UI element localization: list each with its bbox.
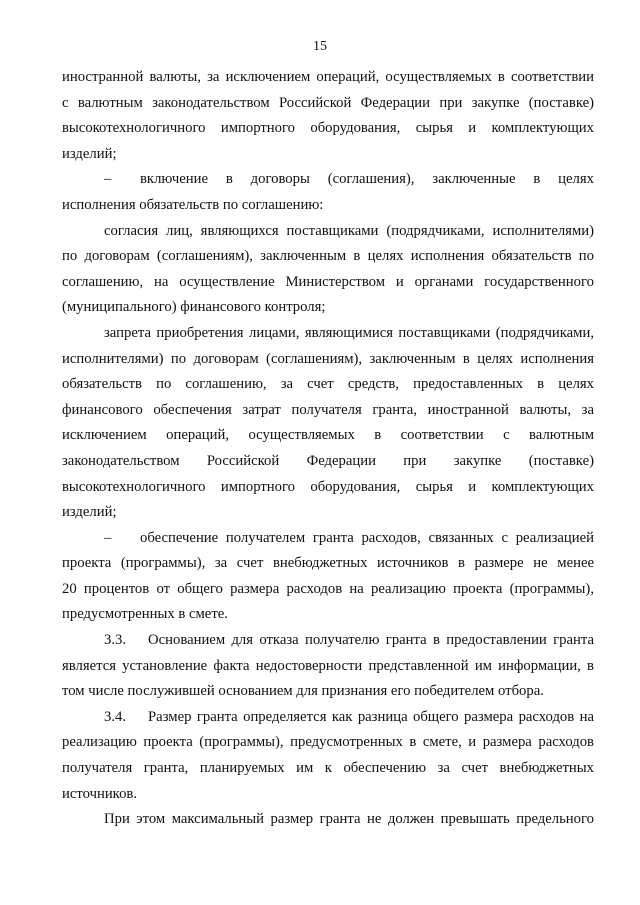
text-line: изделий; <box>62 145 117 162</box>
text-line: изделий; <box>62 504 117 521</box>
text-line: предусмотренных в смете. <box>62 606 228 623</box>
dash-bullet: – <box>104 529 112 546</box>
dash-bullet: – <box>104 171 112 188</box>
text-line: получателя гранта, планируемых им к обеспечению за счет внебюджетных <box>62 760 594 777</box>
text-line: согласия лиц, являющихся поставщиками (подрядчиками, исполнителями) <box>104 222 594 239</box>
text-line: проекта (программы), за счет внебюджетных источников в размере не менее <box>62 555 594 572</box>
page-number: 15 <box>313 39 327 54</box>
document-body <box>62 65 594 833</box>
text-line: источников. <box>62 785 138 802</box>
list-item <box>62 526 594 552</box>
text-line: по договорам (соглашениям), заключенным в целях исполнения обязательств по <box>62 248 594 265</box>
text-line: Основанием для отказа получателю гранта в предоставлении гранта <box>148 632 594 649</box>
text-line: с валютным законодательством Российской Федерации при закупке (поставке) <box>62 94 594 111</box>
text-line: включение в договоры (соглашения), заключенные в целях <box>140 171 594 188</box>
clause-number: 3.4. <box>104 708 127 725</box>
text-line: законодательством Российской Федерации при закупке (поставке) <box>62 452 594 469</box>
text-line: (муниципального) финансового контроля; <box>62 299 326 316</box>
text-line: соглашению, на осуществление Министерством и органами государственного <box>62 273 594 290</box>
text-line: При этом максимальный размер гранта не должен превышать предельного <box>104 811 594 828</box>
text-line: иностранной валюты, за исключением операций, осуществляемых в соответствии <box>62 69 594 85</box>
clause-number: 3.3. <box>104 632 127 649</box>
text-line: реализацию проекта (программы), предусмотренных в смете, и размера расходов <box>62 734 594 751</box>
text-line: запрета приобретения лицами, являющимися поставщиками (подрядчиками, <box>104 324 594 341</box>
text-line: финансового обеспечения затрат получателя гранта, иностранной валюты, за <box>62 401 594 418</box>
text-line: исполнителями) по договорам (соглашениям), заключенным в целях исполнения <box>62 350 594 367</box>
text-line: исключением операций, осуществляемых в соответствии с валютным <box>62 427 594 444</box>
text-line: обеспечение получателем гранта расходов, связанных с реализацией <box>140 529 594 546</box>
text-line: высокотехнологичного импортного оборудования, сырья и комплектующих <box>62 478 594 495</box>
list-item <box>62 167 594 193</box>
text-line: высокотехнологичного импортного оборудования, сырья и комплектующих <box>62 120 594 137</box>
numbered-paragraph <box>62 705 594 731</box>
text-line: том числе послужившей основанием для признания его победителем отбора. <box>62 683 544 700</box>
numbered-paragraph <box>62 628 594 654</box>
text-line: является установление факта недостоверности представленной им информации, в <box>62 657 594 674</box>
text-line: Размер гранта определяется как разница общего размера расходов на <box>148 708 594 725</box>
text-line: обязательств по соглашению, за счет средств, предоставленных в целях <box>62 376 594 393</box>
text-line: 20 процентов от общего размера расходов на реализацию проекта (программы), <box>62 580 594 597</box>
text-line: исполнения обязательств по соглашению: <box>62 196 324 213</box>
